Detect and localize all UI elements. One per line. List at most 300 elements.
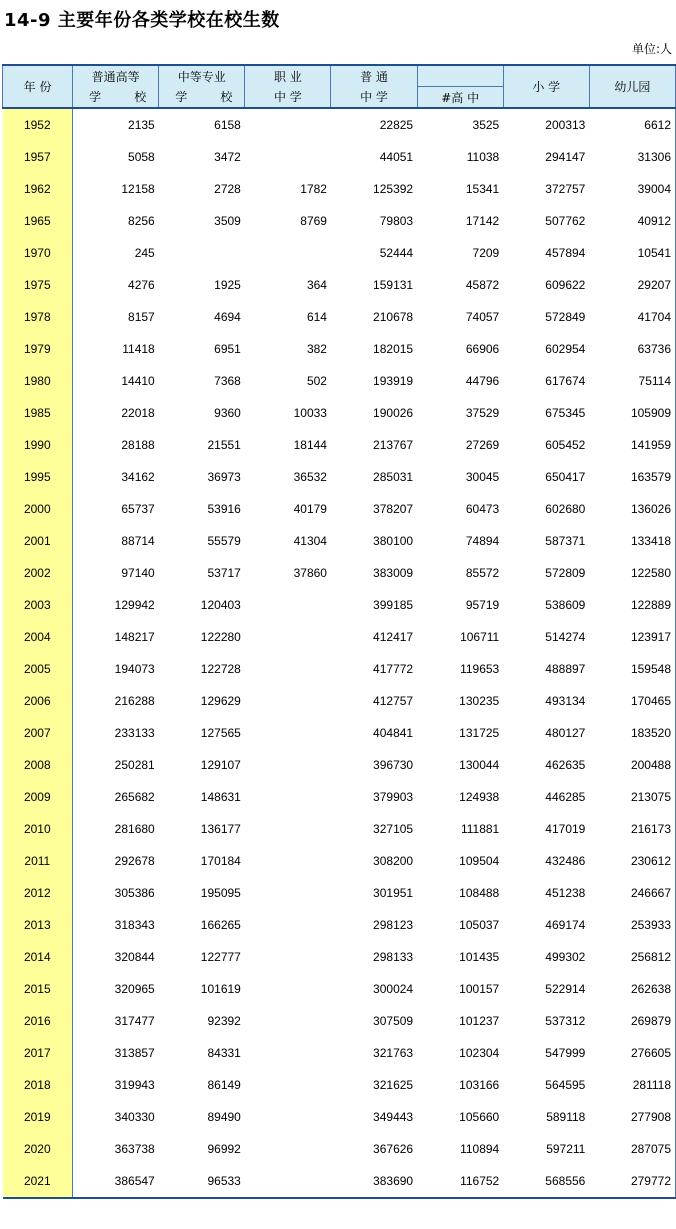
value-cell-c4: 22825 bbox=[379, 118, 414, 132]
value-cell-c4: 417772 bbox=[373, 662, 414, 676]
value-cell-c7: 200488 bbox=[589, 749, 675, 781]
value-cell-c3 bbox=[245, 685, 331, 717]
year-cell: 2000 bbox=[3, 493, 73, 525]
year-cell: 1978 bbox=[3, 301, 73, 333]
value-cell-c3 bbox=[245, 108, 331, 141]
header-col2-line2 bbox=[159, 87, 245, 109]
value-cell-c1: 4276 bbox=[128, 278, 155, 292]
value-cell-c2: 3472 bbox=[214, 150, 241, 164]
table-row bbox=[3, 717, 676, 749]
value-cell-c7: 287075 bbox=[589, 1133, 675, 1165]
value-cell-c3: 41304 bbox=[293, 534, 327, 548]
value-cell-c2: 36973 bbox=[207, 470, 241, 484]
table-row bbox=[3, 333, 676, 365]
value-cell-c4: 308200 bbox=[373, 854, 414, 868]
value-cell-c5: 111881 bbox=[460, 822, 500, 836]
header-col1-line2b: 校 bbox=[134, 90, 147, 105]
value-cell-c7: 183520 bbox=[589, 717, 675, 749]
value-cell-c7: 133418 bbox=[589, 525, 675, 557]
value-cell-c3 bbox=[245, 717, 331, 749]
table-row bbox=[3, 1165, 676, 1198]
value-cell-c2: 129629 bbox=[200, 694, 241, 708]
value-cell-c5: 66906 bbox=[465, 342, 500, 356]
table-body bbox=[3, 108, 676, 1198]
value-cell-c7: 246667 bbox=[589, 877, 675, 909]
value-cell-c7: 39004 bbox=[589, 173, 675, 205]
value-cell-c6: 675345 bbox=[545, 406, 586, 420]
value-cell-c2: 101619 bbox=[200, 982, 241, 996]
value-cell-c5: 27269 bbox=[465, 438, 500, 452]
value-cell-c2: 21551 bbox=[207, 438, 241, 452]
value-cell-c3: 614 bbox=[306, 310, 327, 324]
value-cell-c5: 108488 bbox=[459, 886, 500, 900]
value-cell-c6: 499302 bbox=[545, 950, 586, 964]
year-cell: 2001 bbox=[3, 525, 73, 557]
value-cell-c5: 103166 bbox=[459, 1078, 500, 1092]
value-cell-c4: 404841 bbox=[373, 726, 414, 740]
year-cell: 1975 bbox=[3, 269, 73, 301]
value-cell-c4: 300024 bbox=[373, 982, 414, 996]
value-cell-c5: 3525 bbox=[472, 118, 500, 132]
value-cell-c3 bbox=[245, 1037, 331, 1069]
value-cell-c2: 1925 bbox=[214, 278, 241, 292]
value-cell-c4: 321763 bbox=[373, 1046, 414, 1060]
table-row bbox=[3, 461, 676, 493]
value-cell-c3 bbox=[245, 973, 331, 1005]
value-cell-c1: 34162 bbox=[121, 470, 155, 484]
value-cell-c4: 210678 bbox=[373, 310, 414, 324]
value-cell-c1: 320844 bbox=[114, 950, 155, 964]
table-row bbox=[3, 973, 676, 1005]
value-cell-c4: 367626 bbox=[373, 1142, 414, 1156]
value-cell-c6: 572809 bbox=[545, 566, 586, 580]
value-cell-c1: 148217 bbox=[114, 630, 155, 644]
value-cell-c6: 538609 bbox=[545, 598, 586, 612]
value-cell-c3: 382 bbox=[306, 342, 327, 356]
value-cell-c4: 193919 bbox=[373, 374, 414, 388]
value-cell-c4: 52444 bbox=[379, 246, 414, 260]
value-cell-c6: 587371 bbox=[545, 534, 586, 548]
table-row bbox=[3, 1101, 676, 1133]
value-cell-c7: 122889 bbox=[589, 589, 675, 621]
value-cell-c4: 378207 bbox=[373, 502, 414, 516]
value-cell-c5: 110894 bbox=[460, 1142, 500, 1156]
value-cell-c7: 159548 bbox=[589, 653, 675, 685]
value-cell-c3: 8769 bbox=[300, 214, 327, 228]
value-cell-c3 bbox=[245, 621, 331, 653]
value-cell-c4: 399185 bbox=[373, 598, 414, 612]
year-cell: 2009 bbox=[3, 781, 73, 813]
value-cell-c6: 200313 bbox=[545, 118, 586, 132]
value-cell-c2: 53717 bbox=[207, 566, 241, 580]
value-cell-c5: 109504 bbox=[459, 854, 500, 868]
value-cell-c3 bbox=[245, 237, 331, 269]
year-cell: 2005 bbox=[3, 653, 73, 685]
value-cell-c2: 96533 bbox=[159, 1165, 245, 1198]
value-cell-c2: 148631 bbox=[200, 790, 241, 804]
value-cell-c3 bbox=[245, 1069, 331, 1101]
value-cell-c5: 105037 bbox=[459, 918, 500, 932]
value-cell-c1: 5058 bbox=[128, 150, 155, 164]
value-cell-c1: 305386 bbox=[114, 886, 155, 900]
table-row bbox=[3, 429, 676, 461]
year-cell: 2019 bbox=[3, 1101, 73, 1133]
value-cell-c1: 8157 bbox=[128, 310, 155, 324]
value-cell-c3: 40179 bbox=[293, 502, 327, 516]
value-cell-c3: 364 bbox=[306, 278, 327, 292]
value-cell-c1: 2135 bbox=[128, 118, 155, 132]
year-cell: 1990 bbox=[3, 429, 73, 461]
year-cell: 1952 bbox=[3, 108, 73, 141]
table-row bbox=[3, 1133, 676, 1165]
value-cell-c1: 340330 bbox=[114, 1110, 155, 1124]
value-cell-c4: 383690 bbox=[331, 1165, 417, 1198]
value-cell-c5: 100157 bbox=[459, 982, 500, 996]
year-cell: 1962 bbox=[3, 173, 73, 205]
value-cell-c6: 457894 bbox=[545, 246, 586, 260]
header-col2-line2a: 学 bbox=[175, 90, 188, 105]
value-cell-c2: 89490 bbox=[207, 1110, 241, 1124]
value-cell-c4: 307509 bbox=[373, 1014, 414, 1028]
header-col5-line1 bbox=[417, 65, 503, 87]
value-cell-c6: 650417 bbox=[545, 470, 586, 484]
value-cell-c1: 319943 bbox=[114, 1078, 155, 1092]
table-row bbox=[3, 237, 676, 269]
value-cell-c1: 194073 bbox=[114, 662, 155, 676]
value-cell-c7: 105909 bbox=[589, 397, 675, 429]
value-cell-c2: 96992 bbox=[207, 1142, 241, 1156]
header-col1-line2 bbox=[73, 87, 159, 109]
year-cell: 2015 bbox=[3, 973, 73, 1005]
value-cell-c7: 141959 bbox=[589, 429, 675, 461]
value-cell-c6: 417019 bbox=[545, 822, 586, 836]
value-cell-c1: 88714 bbox=[121, 534, 155, 548]
value-cell-c3: 36532 bbox=[293, 470, 327, 484]
value-cell-c6: 488897 bbox=[545, 662, 586, 676]
value-cell-c4: 412417 bbox=[373, 630, 414, 644]
value-cell-c7: 216173 bbox=[589, 813, 675, 845]
value-cell-c5: 124938 bbox=[459, 790, 500, 804]
value-cell-c2: 92392 bbox=[207, 1014, 241, 1028]
table-row bbox=[3, 653, 676, 685]
value-cell-c7: 170465 bbox=[589, 685, 675, 717]
header-col2-line2b: 校 bbox=[220, 90, 233, 105]
year-cell: 2013 bbox=[3, 909, 73, 941]
value-cell-c2: 6158 bbox=[214, 118, 241, 132]
value-cell-c2 bbox=[159, 237, 245, 269]
value-cell-c3: 37860 bbox=[293, 566, 327, 580]
value-cell-c3 bbox=[245, 877, 331, 909]
value-cell-c2: 120403 bbox=[200, 598, 241, 612]
value-cell-c6: 462635 bbox=[545, 758, 586, 772]
value-cell-c7: 122580 bbox=[589, 557, 675, 589]
value-cell-c7: 262638 bbox=[589, 973, 675, 1005]
value-cell-c7: 230612 bbox=[589, 845, 675, 877]
value-cell-c7: 41704 bbox=[589, 301, 675, 333]
value-cell-c6: 572849 bbox=[545, 310, 586, 324]
header-col5-line2: #高 中 bbox=[417, 87, 503, 109]
value-cell-c1: 363738 bbox=[114, 1142, 155, 1156]
table-row bbox=[3, 269, 676, 301]
value-cell-c3 bbox=[245, 589, 331, 621]
value-cell-c6: 446285 bbox=[545, 790, 586, 804]
value-cell-c7: 29207 bbox=[589, 269, 675, 301]
value-cell-c1: 317477 bbox=[114, 1014, 155, 1028]
value-cell-c6: 547999 bbox=[545, 1046, 586, 1060]
value-cell-c5: 60473 bbox=[465, 502, 500, 516]
header-col2-line1: 中等专业 bbox=[159, 65, 245, 87]
year-cell: 2010 bbox=[3, 813, 73, 845]
header-col1-line1: 普通高等 bbox=[73, 65, 159, 87]
year-cell: 2014 bbox=[3, 941, 73, 973]
value-cell-c4: 301951 bbox=[373, 886, 414, 900]
value-cell-c3 bbox=[245, 141, 331, 173]
year-cell: 2004 bbox=[3, 621, 73, 653]
value-cell-c1: 233133 bbox=[114, 726, 155, 740]
value-cell-c5: 74894 bbox=[465, 534, 500, 548]
value-cell-c3 bbox=[245, 781, 331, 813]
table-row bbox=[3, 877, 676, 909]
table-row bbox=[3, 397, 676, 429]
year-cell: 2016 bbox=[3, 1005, 73, 1037]
table-row bbox=[3, 685, 676, 717]
value-cell-c6: 605452 bbox=[545, 438, 586, 452]
value-cell-c6: 564595 bbox=[545, 1078, 586, 1092]
value-cell-c5: 130044 bbox=[459, 758, 500, 772]
page-title: 14-9 主要年份各类学校在校生数 bbox=[4, 10, 280, 31]
value-cell-c4: 190026 bbox=[373, 406, 414, 420]
value-cell-c4: 383009 bbox=[373, 566, 414, 580]
value-cell-c4: 125392 bbox=[373, 182, 414, 196]
year-cell: 1965 bbox=[3, 205, 73, 237]
value-cell-c4: 412757 bbox=[373, 694, 414, 708]
value-cell-c5: 119653 bbox=[460, 662, 500, 676]
value-cell-c6: 537312 bbox=[545, 1014, 586, 1028]
value-cell-c2: 55579 bbox=[207, 534, 241, 548]
value-cell-c2: 4694 bbox=[214, 310, 241, 324]
value-cell-c5: 131725 bbox=[459, 726, 500, 740]
year-cell: 2003 bbox=[3, 589, 73, 621]
value-cell-c6: 432486 bbox=[545, 854, 586, 868]
value-cell-c1: 12158 bbox=[121, 182, 155, 196]
table-row bbox=[3, 1069, 676, 1101]
table-row bbox=[3, 493, 676, 525]
table-row bbox=[3, 621, 676, 653]
value-cell-c2: 127565 bbox=[200, 726, 241, 740]
value-cell-c1: 216288 bbox=[114, 694, 155, 708]
value-cell-c4: 285031 bbox=[373, 470, 414, 484]
value-cell-c6: 597211 bbox=[546, 1142, 586, 1156]
value-cell-c3: 10033 bbox=[293, 406, 327, 420]
value-cell-c7: 277908 bbox=[589, 1101, 675, 1133]
value-cell-c7: 279772 bbox=[589, 1165, 675, 1198]
value-cell-c5: 11038 bbox=[466, 150, 500, 164]
year-cell: 1980 bbox=[3, 365, 73, 397]
header-col3-line2: 中 学 bbox=[245, 87, 331, 109]
value-cell-c7: 269879 bbox=[589, 1005, 675, 1037]
year-cell: 2020 bbox=[3, 1133, 73, 1165]
value-cell-c5: 37529 bbox=[465, 406, 500, 420]
value-cell-c5: 95719 bbox=[465, 598, 500, 612]
value-cell-c6: 602680 bbox=[545, 502, 586, 516]
value-cell-c2: 53916 bbox=[207, 502, 241, 516]
year-cell: 1985 bbox=[3, 397, 73, 429]
table-row bbox=[3, 1037, 676, 1069]
value-cell-c4: 44051 bbox=[379, 150, 414, 164]
value-cell-c5: 101435 bbox=[459, 950, 500, 964]
value-cell-c3 bbox=[245, 845, 331, 877]
value-cell-c4: 298123 bbox=[373, 918, 414, 932]
value-cell-c5: 130235 bbox=[459, 694, 500, 708]
value-cell-c4: 213767 bbox=[373, 438, 414, 452]
value-cell-c1: 65737 bbox=[121, 502, 155, 516]
header-col7: 幼儿园 bbox=[589, 65, 675, 108]
header-year: 年 份 bbox=[3, 65, 73, 108]
value-cell-c3 bbox=[245, 653, 331, 685]
value-cell-c6: 469174 bbox=[545, 918, 586, 932]
value-cell-c5: 102304 bbox=[459, 1046, 500, 1060]
value-cell-c7: 31306 bbox=[589, 141, 675, 173]
value-cell-c6: 617674 bbox=[545, 374, 586, 388]
value-cell-c1: 22018 bbox=[121, 406, 155, 420]
value-cell-c2: 9360 bbox=[214, 406, 241, 420]
value-cell-c2: 86149 bbox=[207, 1078, 241, 1092]
value-cell-c3: 1782 bbox=[300, 182, 327, 196]
year-cell: 2008 bbox=[3, 749, 73, 781]
value-cell-c3 bbox=[245, 909, 331, 941]
value-cell-c6: 522914 bbox=[545, 982, 586, 996]
value-cell-c7: 75114 bbox=[589, 365, 675, 397]
value-cell-c3 bbox=[245, 1133, 331, 1165]
value-cell-c5: 30045 bbox=[465, 470, 500, 484]
value-cell-c4: 159131 bbox=[373, 278, 414, 292]
value-cell-c1: 8256 bbox=[128, 214, 155, 228]
year-cell: 1979 bbox=[3, 333, 73, 365]
value-cell-c6: 294147 bbox=[545, 150, 586, 164]
value-cell-c7: 256812 bbox=[589, 941, 675, 973]
table-row bbox=[3, 845, 676, 877]
table-row bbox=[3, 909, 676, 941]
value-cell-c2: 6951 bbox=[214, 342, 241, 356]
table-row bbox=[3, 749, 676, 781]
value-cell-c6: 568556 bbox=[503, 1165, 589, 1198]
value-cell-c3 bbox=[245, 941, 331, 973]
year-cell: 2011 bbox=[3, 845, 73, 877]
table-row bbox=[3, 525, 676, 557]
value-cell-c5: 116752 bbox=[417, 1165, 503, 1198]
table-row bbox=[3, 781, 676, 813]
value-cell-c4: 298133 bbox=[373, 950, 414, 964]
value-cell-c7: 281118 bbox=[589, 1069, 675, 1101]
value-cell-c4: 379903 bbox=[373, 790, 414, 804]
value-cell-c2: 195095 bbox=[200, 886, 241, 900]
value-cell-c1: 386547 bbox=[73, 1165, 159, 1198]
value-cell-c4: 321625 bbox=[373, 1078, 414, 1092]
table-row bbox=[3, 108, 676, 141]
value-cell-c1: 245 bbox=[134, 246, 155, 260]
table-row bbox=[3, 301, 676, 333]
value-cell-c6: 602954 bbox=[545, 342, 586, 356]
value-cell-c3 bbox=[245, 1005, 331, 1037]
table-row bbox=[3, 557, 676, 589]
value-cell-c6: 451238 bbox=[545, 886, 586, 900]
value-cell-c5: 44796 bbox=[465, 374, 500, 388]
value-cell-c7: 276605 bbox=[589, 1037, 675, 1069]
value-cell-c5: 7209 bbox=[472, 246, 500, 260]
value-cell-c5: 15341 bbox=[465, 182, 500, 196]
value-cell-c4: 380100 bbox=[373, 534, 414, 548]
value-cell-c6: 514274 bbox=[545, 630, 586, 644]
value-cell-c5: 106711 bbox=[460, 630, 500, 644]
value-cell-c4: 79803 bbox=[379, 214, 414, 228]
value-cell-c5: 17142 bbox=[465, 214, 500, 228]
value-cell-c2: 84331 bbox=[207, 1046, 241, 1060]
value-cell-c1: 250281 bbox=[114, 758, 155, 772]
table-row bbox=[3, 173, 676, 205]
value-cell-c6: 507762 bbox=[545, 214, 586, 228]
value-cell-c4: 327105 bbox=[373, 822, 414, 836]
value-cell-c6: 372757 bbox=[545, 182, 586, 196]
value-cell-c7: 213075 bbox=[589, 781, 675, 813]
year-cell: 1957 bbox=[3, 141, 73, 173]
header-col4-line2: 中 学 bbox=[331, 87, 417, 109]
value-cell-c1: 292678 bbox=[114, 854, 155, 868]
value-cell-c2: 122777 bbox=[200, 950, 241, 964]
value-cell-c2: 7368 bbox=[214, 374, 241, 388]
table-row bbox=[3, 365, 676, 397]
value-cell-c7: 123917 bbox=[589, 621, 675, 653]
table-row bbox=[3, 1005, 676, 1037]
value-cell-c1: 14410 bbox=[121, 374, 155, 388]
value-cell-c1: 265682 bbox=[114, 790, 155, 804]
value-cell-c5: 101237 bbox=[459, 1014, 500, 1028]
value-cell-c1: 28188 bbox=[121, 438, 155, 452]
value-cell-c2: 122728 bbox=[200, 662, 241, 676]
value-cell-c3 bbox=[245, 749, 331, 781]
year-cell: 2017 bbox=[3, 1037, 73, 1069]
value-cell-c2: 129107 bbox=[200, 758, 241, 772]
header-col3-line1: 职 业 bbox=[245, 65, 331, 87]
table-row bbox=[3, 205, 676, 237]
value-cell-c1: 313857 bbox=[114, 1046, 155, 1060]
value-cell-c6: 589118 bbox=[546, 1110, 586, 1124]
value-cell-c3: 502 bbox=[306, 374, 327, 388]
year-cell: 2007 bbox=[3, 717, 73, 749]
value-cell-c2: 122280 bbox=[200, 630, 241, 644]
value-cell-c4: 396730 bbox=[373, 758, 414, 772]
value-cell-c6: 609622 bbox=[545, 278, 586, 292]
value-cell-c2: 166265 bbox=[200, 918, 241, 932]
value-cell-c5: 105660 bbox=[459, 1110, 500, 1124]
value-cell-c4: 182015 bbox=[373, 342, 414, 356]
value-cell-c1: 11418 bbox=[122, 342, 155, 356]
table-row bbox=[3, 141, 676, 173]
value-cell-c2: 170184 bbox=[200, 854, 241, 868]
value-cell-c1: 281680 bbox=[114, 822, 155, 836]
value-cell-c4: 349443 bbox=[373, 1110, 414, 1124]
year-cell: 2021 bbox=[3, 1165, 73, 1198]
value-cell-c6: 493134 bbox=[545, 694, 586, 708]
table-row bbox=[3, 813, 676, 845]
year-cell: 2018 bbox=[3, 1069, 73, 1101]
header-col1-line2a: 学 bbox=[89, 90, 102, 105]
value-cell-c1: 97140 bbox=[121, 566, 155, 580]
table-row bbox=[3, 941, 676, 973]
year-cell: 1995 bbox=[3, 461, 73, 493]
value-cell-c3 bbox=[245, 1101, 331, 1133]
value-cell-c5: 74057 bbox=[465, 310, 500, 324]
value-cell-c7: 253933 bbox=[589, 909, 675, 941]
